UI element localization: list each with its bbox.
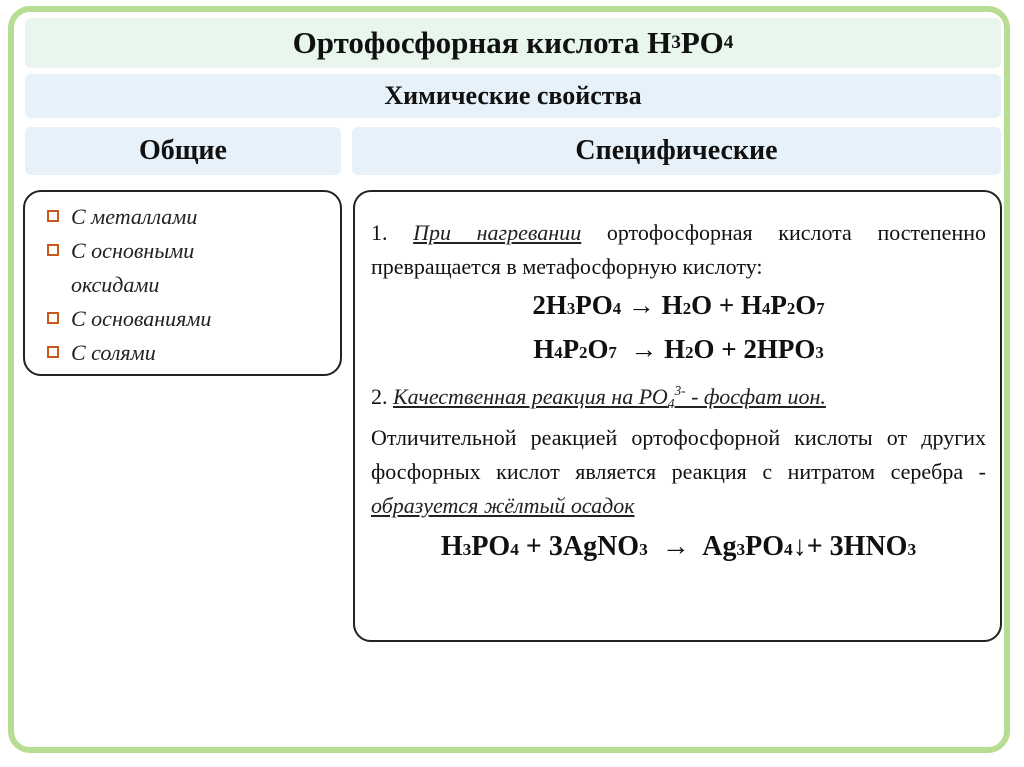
slide-title bbox=[25, 18, 1001, 68]
list-item-label: С солями bbox=[71, 340, 156, 365]
list-item bbox=[47, 302, 330, 336]
checkbox-icon bbox=[47, 244, 59, 256]
general-header: Общие bbox=[25, 127, 341, 175]
heating-underlined: При нагревании bbox=[413, 220, 582, 245]
list-item-label: С основаниями bbox=[71, 306, 212, 331]
checkbox-icon bbox=[47, 346, 59, 358]
qualitative-label-tail: - фосфат ион. bbox=[685, 384, 826, 410]
title-text: Ортофосфорная кислота Н bbox=[292, 25, 672, 60]
yellow-precipitate-text: образуется жёлтый осадок bbox=[371, 493, 635, 519]
qualitative-underlined bbox=[393, 383, 826, 412]
title-subscript-2: 4 bbox=[723, 32, 734, 53]
po4-charge: 3- bbox=[674, 383, 686, 398]
po4-subscript: 4 bbox=[667, 396, 675, 412]
paragraph-heating bbox=[371, 216, 986, 284]
list-item-label: С основными bbox=[71, 238, 195, 263]
general-properties-list bbox=[47, 200, 330, 370]
title-text-mid: РО bbox=[680, 25, 724, 60]
section-subtitle: Химические свойства bbox=[25, 74, 1001, 118]
general-properties-panel bbox=[23, 190, 342, 376]
paragraph-number: 2. bbox=[371, 384, 388, 410]
paragraph-number: 1. bbox=[371, 220, 388, 245]
title-subscript: 3 bbox=[671, 32, 681, 53]
list-item-label-cont: оксидами bbox=[71, 272, 160, 297]
equation-2: H4P2O7 → H2O + 2HPO3 bbox=[533, 334, 824, 364]
heating-text: ортофосфорная кислота постепенно превращается в метафосфорную кислоту: bbox=[371, 220, 986, 279]
qualitative-text: Отличительной реакцией ортофосфорной кислоты от других фосфорных кислот является реакция с нитратом серебра - bbox=[371, 425, 986, 485]
list-item bbox=[47, 336, 330, 370]
specific-header: Специфические bbox=[352, 127, 1001, 175]
checkbox-icon bbox=[47, 312, 59, 324]
paragraph-qualitative bbox=[371, 374, 986, 523]
list-item-label: С металлами bbox=[71, 204, 198, 229]
list-item bbox=[47, 200, 330, 234]
checkbox-icon bbox=[47, 210, 59, 222]
qualitative-label: Качественная реакция на РО bbox=[393, 384, 668, 410]
equation-1: 2H3PO4 → H2O + H4P2O7 bbox=[532, 290, 825, 320]
specific-properties-panel bbox=[353, 190, 1002, 642]
equation-3: H3PO4 + 3AgNO3 → Ag3PO4↓+ 3HNO3 bbox=[440, 531, 917, 563]
list-item bbox=[47, 234, 330, 302]
